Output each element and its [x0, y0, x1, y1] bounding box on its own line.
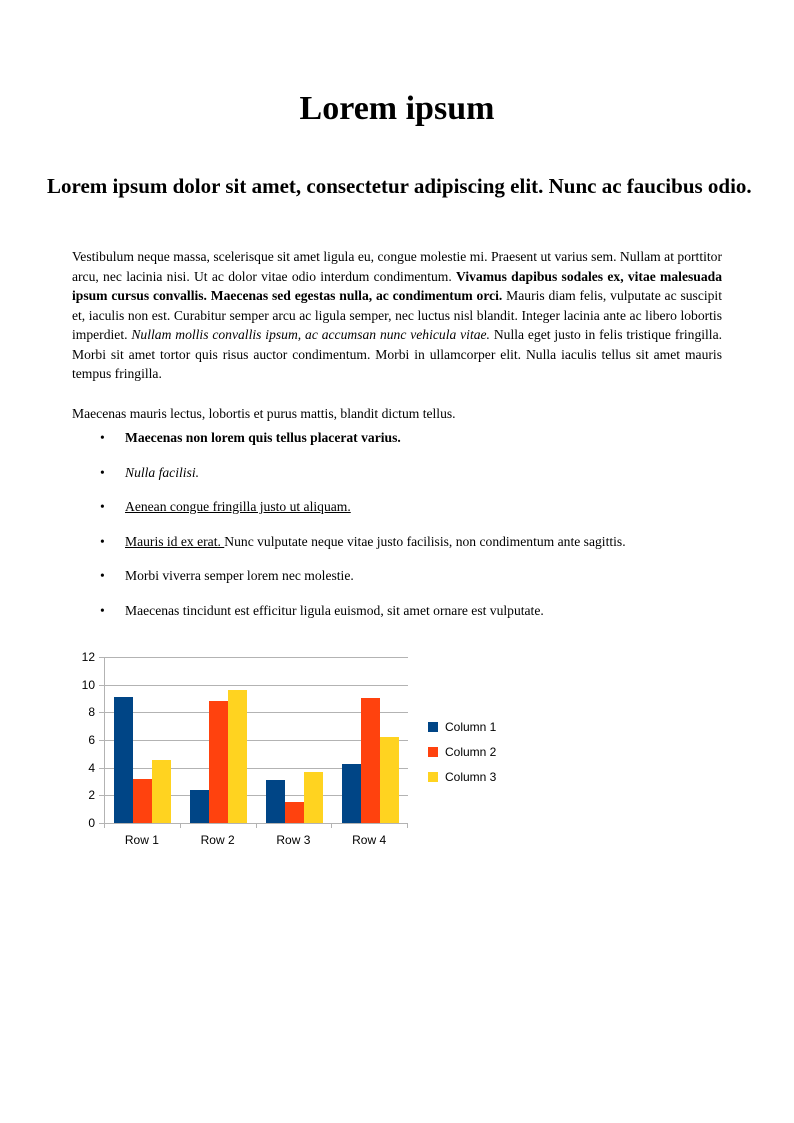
- chart-bar: [304, 772, 323, 823]
- chart-bar: [133, 779, 152, 823]
- chart-bar: [285, 802, 304, 823]
- y-axis-line: [104, 657, 105, 824]
- y-axis-tick-label: 10: [81, 677, 95, 692]
- text-segment: Vestibulum neque massa, scelerisque sit amet ligula eu, congue molestie mi. Praesent ut varius sem. Nullam at porttitor arcu, nec lacinia nisi. Ut ac dolor vitae odio interdum condimentum.: [72, 249, 722, 284]
- body-paragraph-2: Maecenas mauris lectus, lobortis et purus mattis, blandit dictum tellus.: [72, 405, 456, 421]
- list-item: [100, 497, 722, 517]
- legend-item: [428, 746, 496, 758]
- text-segment-underline: Aenean congue fringilla justo ut aliquam.: [125, 499, 351, 514]
- bullet-list: [100, 428, 722, 620]
- list-item: [100, 566, 722, 586]
- x-axis-label: Row 4: [352, 833, 387, 847]
- text-segment-underline: Mauris id ex erat.: [125, 533, 225, 549]
- chart-bar: [114, 697, 133, 823]
- chart-bar: [228, 690, 247, 823]
- legend-item: [428, 721, 496, 733]
- chart-bar: [361, 698, 380, 823]
- legend-label: Column 2: [445, 745, 497, 759]
- legend-item: [428, 771, 496, 783]
- legend-swatch: [428, 722, 438, 732]
- list-item: [100, 601, 722, 621]
- legend-swatch: [428, 772, 438, 782]
- x-axis-tick: [256, 824, 257, 828]
- y-axis-tick-label: 4: [88, 760, 95, 775]
- x-axis-tick: [180, 824, 181, 828]
- chart-bar: [209, 701, 228, 823]
- x-axis-label: Row 3: [276, 833, 311, 847]
- legend-swatch: [428, 747, 438, 757]
- chart-gridline: [105, 657, 408, 658]
- x-axis-label: Row 2: [200, 833, 235, 847]
- text-segment: Nunc vulputate neque vitae justo facilisis, non condimentum ante sagittis.: [224, 533, 626, 549]
- document-title: Lorem ipsum: [299, 90, 495, 127]
- x-axis-tick: [331, 824, 332, 828]
- document-heading: Lorem ipsum dolor sit amet, consectetur adipiscing elit. Nunc ac faucibus odio.: [47, 174, 752, 198]
- y-axis-tick-label: 6: [88, 733, 95, 747]
- text-segment-bold: Vivamus dapibus sodales ex, vitae malesuada ipsum cursus convallis. Maecenas sed egestas nulla, ac condimentum orci.: [72, 268, 722, 303]
- legend-label: Column 1: [445, 720, 497, 734]
- x-axis-tick: [104, 824, 105, 828]
- chart-gridline: [105, 685, 408, 686]
- legend-label: Column 3: [445, 770, 497, 784]
- text-segment-italic: Nulla facilisi.: [125, 464, 200, 480]
- body-paragraph-1: [72, 247, 722, 384]
- chart-bar: [190, 790, 209, 823]
- y-axis-tick-label: 8: [88, 705, 95, 720]
- chart-bar: [380, 737, 399, 823]
- list-item: [100, 463, 722, 483]
- y-axis-tick-label: 0: [88, 816, 95, 830]
- text-segment-italic: Nullam mollis convallis ipsum, ac accumsan nunc vehicula vitae.: [131, 327, 490, 342]
- chart-bar: [152, 760, 171, 823]
- y-axis-tick-label: 2: [88, 788, 95, 803]
- chart-bar: [266, 780, 285, 823]
- text-segment: Morbi viverra semper lorem nec molestie.: [125, 568, 354, 583]
- list-item: [100, 428, 722, 448]
- chart-bar: [342, 764, 361, 823]
- text-segment: Maecenas tincidunt est efficitur ligula euismod, sit amet ornare est vulputate.: [125, 602, 544, 618]
- list-item: [100, 532, 722, 552]
- x-axis-tick: [407, 824, 408, 828]
- bar-chart: [70, 641, 530, 856]
- text-segment: Mauris diam felis, vulputate ac suscipit et, iaculis non est. Curabitur semper arcu ac ligula semper, nec luctus nisl blandit. Integer lacinia ante ac libero lobortis imperdiet.: [72, 288, 722, 342]
- x-axis-label: Row 1: [124, 833, 159, 847]
- text-segment-bold: Maecenas non lorem quis tellus placerat varius.: [125, 430, 401, 445]
- text-segment: Nulla eget justo in felis tristique fringilla. Morbi sit amet tortor quis risus auctor condimentum. Morbi in ullamcorper elit. Nulla iaculis tellus sit amet mauris tempus fringilla.: [72, 327, 722, 381]
- y-axis-tick-label: 12: [81, 650, 95, 664]
